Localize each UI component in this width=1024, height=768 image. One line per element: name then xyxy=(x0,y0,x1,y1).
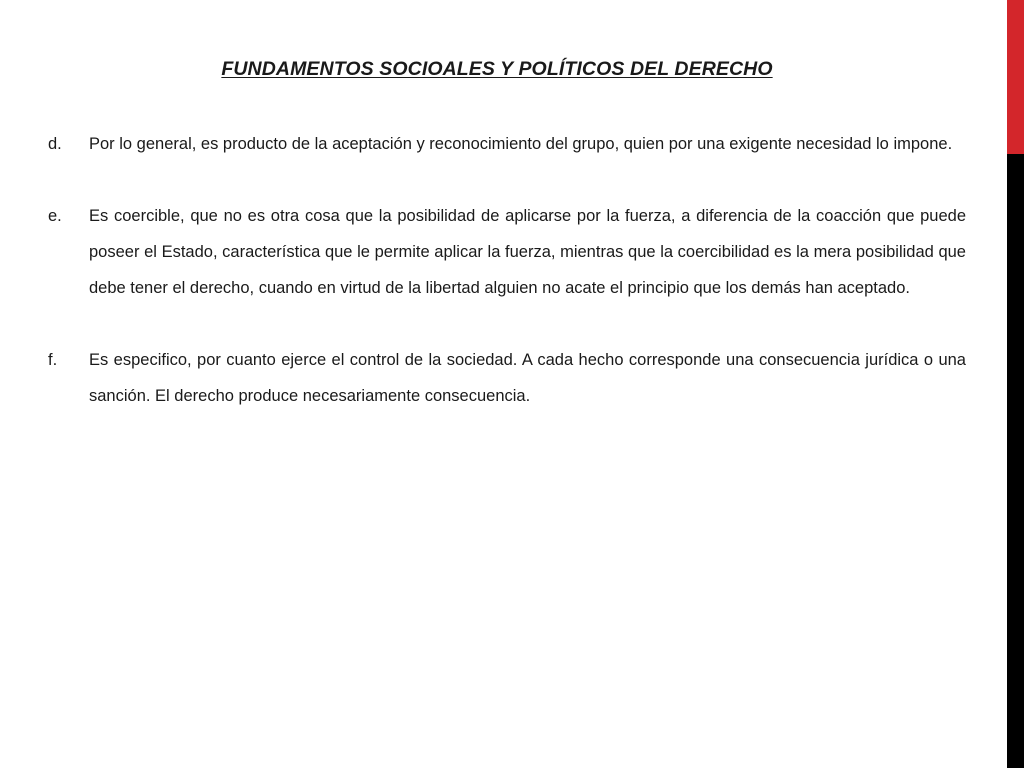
list-marker: f. xyxy=(48,351,58,369)
list-item-f xyxy=(48,342,966,414)
slide-title: FUNDAMENTOS SOCIOALES Y POLÍTICOS DEL DERECHO xyxy=(221,58,773,80)
list-item-text: Es especifico, por cuanto ejerce el control de la sociedad. A cada hecho corresponde una consecuencia jurídica o una sanción. El derecho produce necesariamente consecuencia. xyxy=(89,351,966,405)
list-item-text: Es coercible, que no es otra cosa que la posibilidad de aplicarse por la fuerza, a diferencia de la coacción que puede poseer el Estado, característica que le permite aplicar la fuerza, mientras que la coercibilidad es la mera posibilidad que debe tener el derecho, cuando en virtud de la libertad alguien no acate el principio que los demás han aceptado. xyxy=(89,207,966,297)
accent-bar-black xyxy=(1007,154,1024,768)
accent-bar-red xyxy=(1007,0,1024,154)
list-item-text: Por lo general, es producto de la aceptación y reconocimiento del grupo, quien por una exigente necesidad lo impone. xyxy=(89,135,953,153)
list-marker: d. xyxy=(48,135,62,153)
list-item-d xyxy=(48,126,966,162)
list-item-e xyxy=(48,198,966,306)
list-marker: e. xyxy=(48,207,62,225)
characteristics-list xyxy=(48,126,966,450)
